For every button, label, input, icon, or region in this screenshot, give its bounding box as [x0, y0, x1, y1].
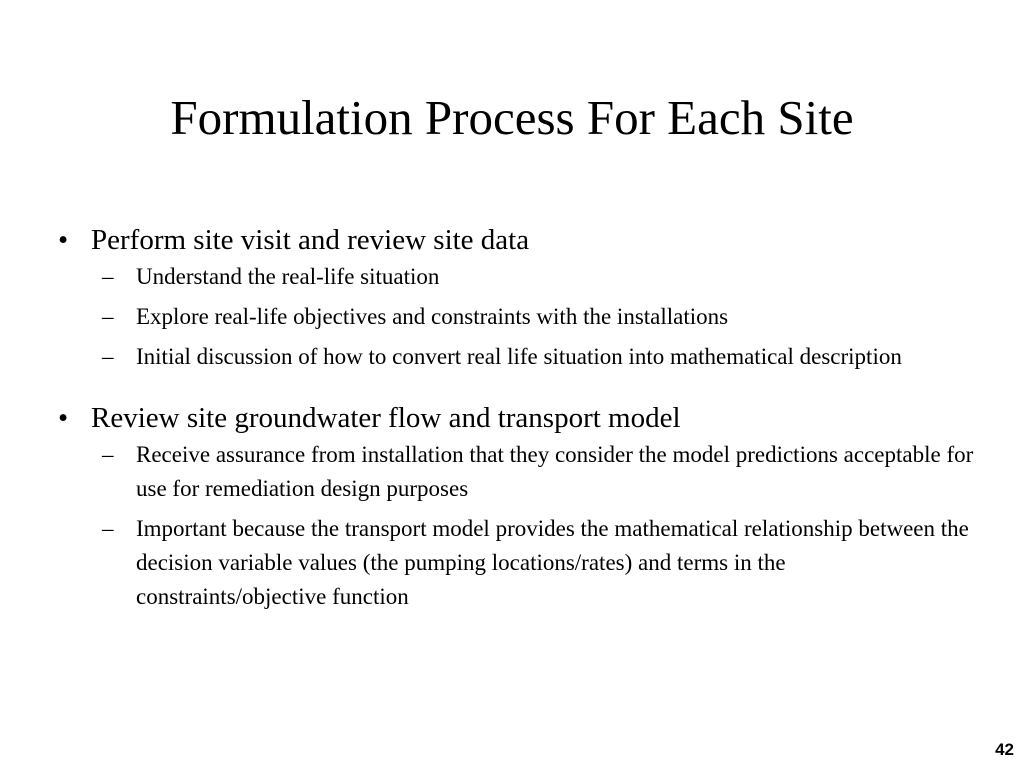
sub-item: [91, 260, 978, 294]
sub-list: [91, 260, 978, 374]
bullet-item: [58, 222, 978, 374]
bullet-icon: •: [58, 402, 69, 434]
dash-icon: –: [102, 442, 114, 467]
sub-list: [91, 438, 978, 614]
bullet-item: [58, 400, 978, 614]
page-number: 42: [995, 740, 1014, 759]
sub-item-text: Important because the transport model provides the mathematical relationship between the decision variable values (the pumping locations/rates) and terms in the constraints/objective function: [136, 516, 969, 609]
sub-item: [91, 438, 978, 506]
dash-icon: –: [102, 304, 114, 329]
bullet-text: Review site groundwater flow and transport model: [91, 402, 681, 434]
sub-item-text: Explore real-life objectives and constraints with the installations: [136, 304, 729, 329]
sub-item: [91, 340, 978, 374]
dash-icon: –: [102, 344, 114, 369]
sub-item-text: Understand the real-life situation: [136, 264, 440, 289]
slide-title: Formulation Process For Each Site: [170, 90, 854, 145]
dash-icon: –: [102, 516, 114, 541]
sub-item-text: Initial discussion of how to convert real life situation into mathematical description: [136, 344, 902, 369]
sub-item: [91, 512, 978, 614]
dash-icon: –: [102, 264, 114, 289]
bullet-text: Perform site visit and review site data: [91, 224, 530, 256]
sub-item: [91, 300, 978, 334]
sub-item-text: Receive assurance from installation that they consider the model predictions acceptable for use for remediation design purposes: [136, 442, 974, 501]
bullet-icon: •: [58, 224, 69, 256]
bullet-list: [58, 222, 978, 640]
